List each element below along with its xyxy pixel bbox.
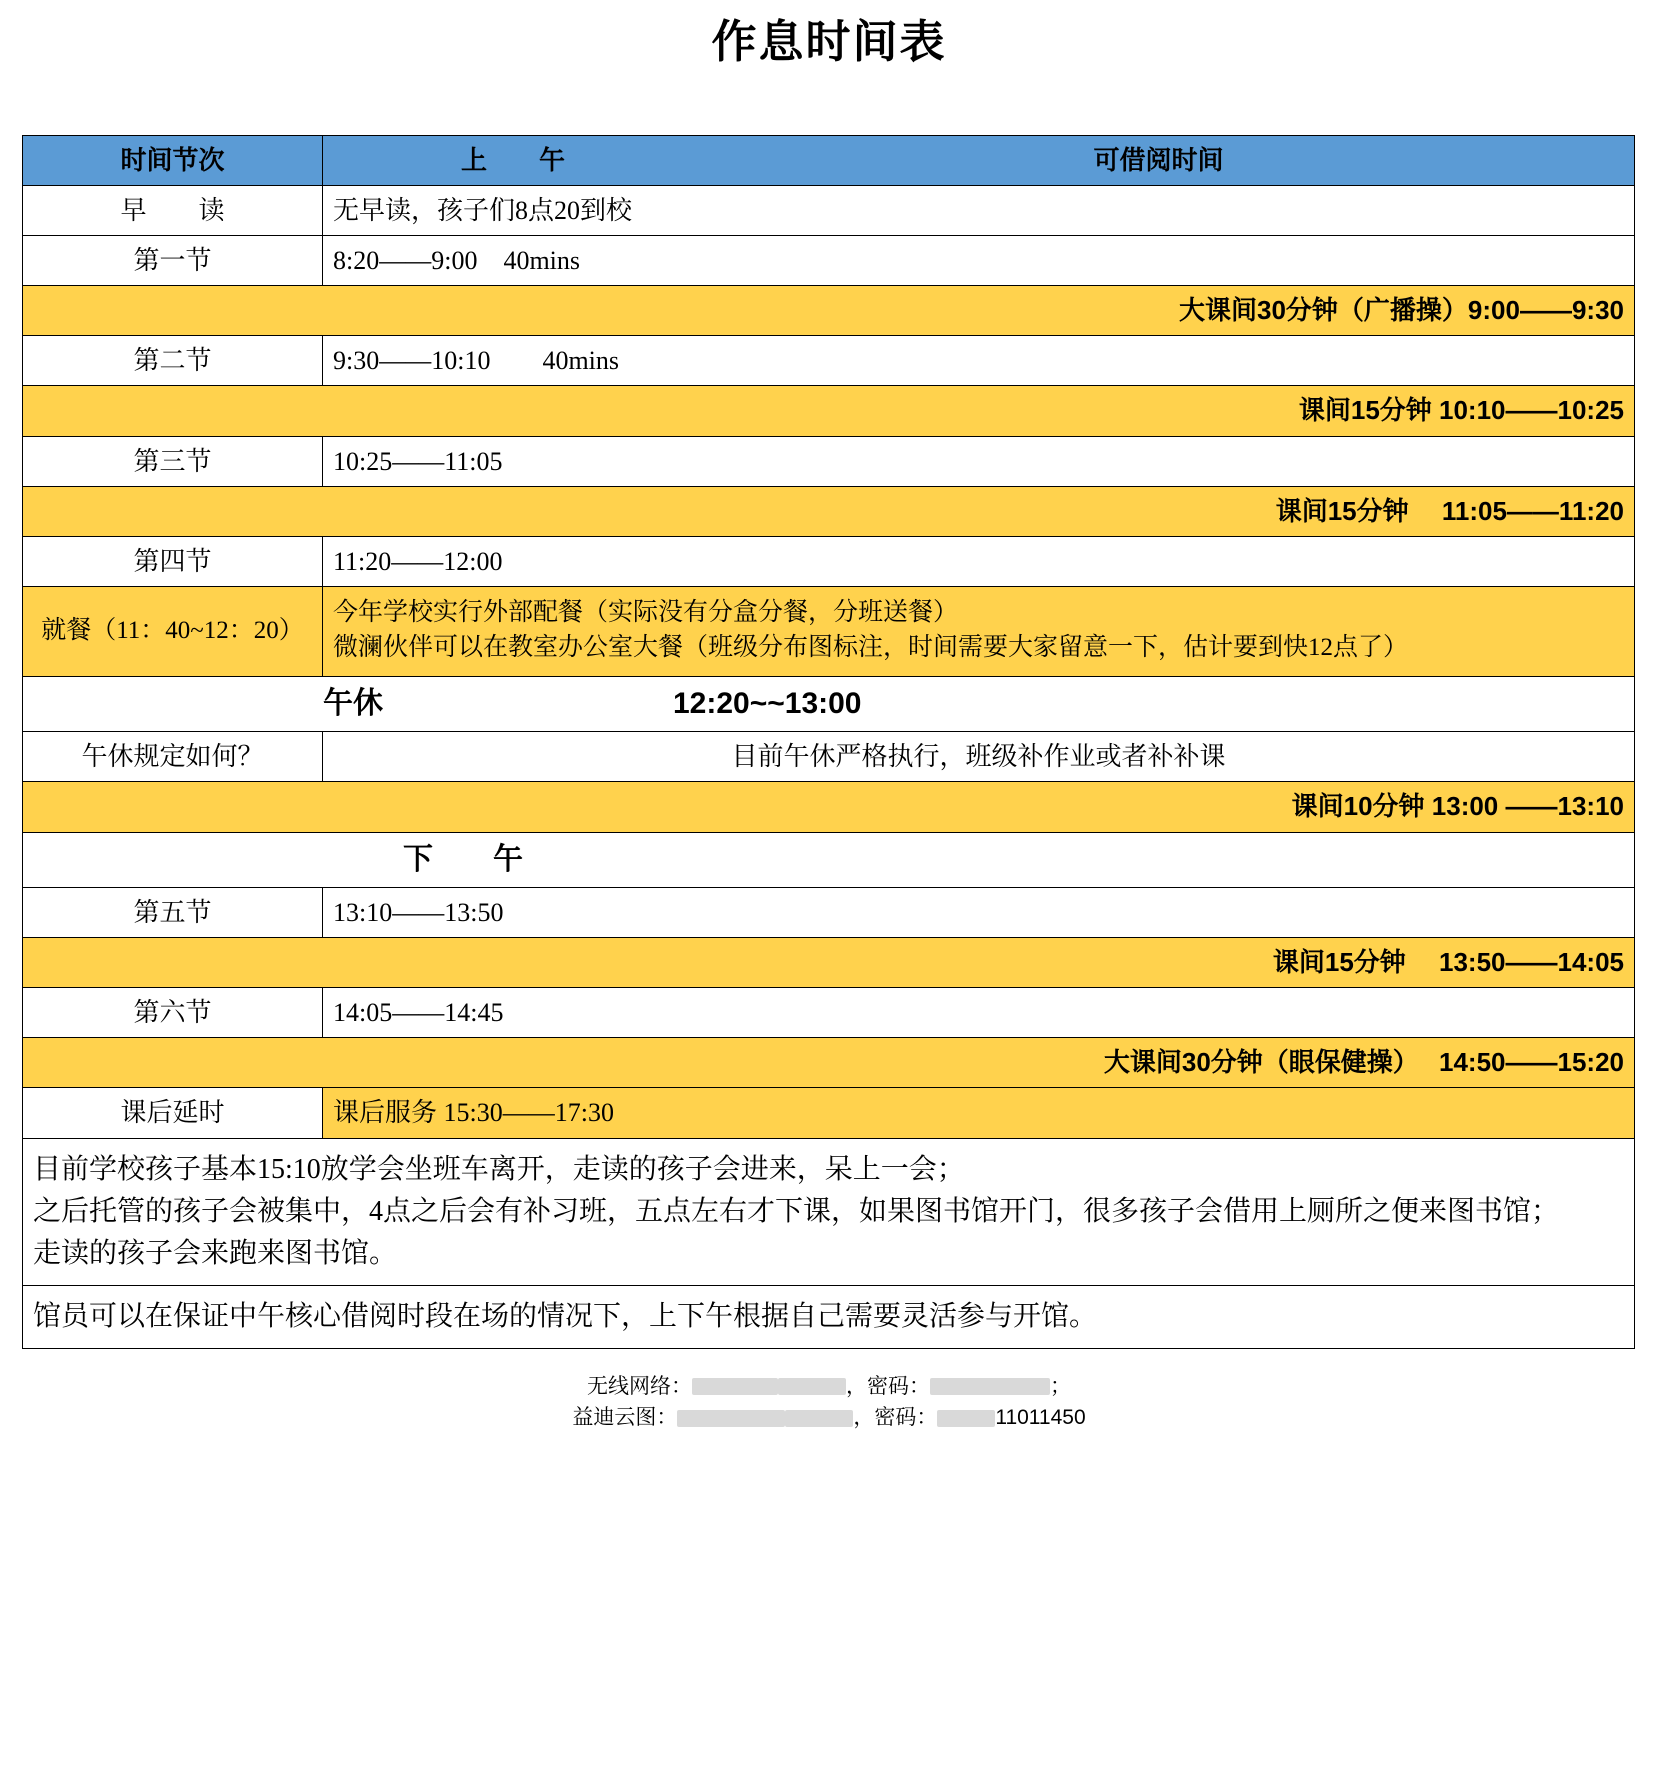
cell-content: 8:20——9:00 40mins [333, 246, 581, 276]
row-content-period-3 [323, 436, 1635, 486]
row-content-after-class [323, 1088, 1635, 1138]
row-label-lunch [23, 586, 323, 676]
lunch-note-line-1: 今年学校实行外部配餐（实际没有分盒分餐，分班送餐） [333, 598, 959, 626]
row-content-period-5 [323, 888, 1635, 938]
row-content-period-6 [323, 988, 1635, 1038]
row-content-period-4 [323, 536, 1635, 586]
schedule-table [22, 135, 1635, 1349]
header-cell-period [23, 136, 323, 186]
row-label-period-6 [23, 988, 323, 1038]
cell-label: 第四节 [133, 546, 212, 576]
cell-label: 第一节 [133, 246, 212, 276]
footer-line-wifi [22, 1371, 1636, 1403]
cloud-password-value: 11011450 [995, 1406, 1086, 1429]
table-row-break [23, 386, 1635, 436]
cell-content: 课间10分钟 13:00 ——13:10 [1291, 791, 1624, 822]
row-label-period-4 [23, 536, 323, 586]
row-label-period-5 [23, 888, 323, 938]
cloud-password-label: ，密码： [853, 1406, 938, 1429]
row-notes-2 [23, 1285, 1635, 1348]
cell-label: 第五节 [133, 898, 212, 928]
table-row [23, 186, 1635, 236]
row-break-2 [23, 486, 1635, 536]
cell-label: 早 读 [120, 196, 225, 226]
wifi-line-suffix: ； [1050, 1374, 1071, 1398]
row-break-eye-exercise [23, 1038, 1635, 1088]
row-content-noon-rule [323, 732, 1635, 782]
cell-content: 11:20——12:00 [333, 546, 503, 576]
cloud-label: 益迪云图： [572, 1406, 678, 1429]
table-row-break [23, 1038, 1635, 1088]
wifi-ssid-redacted-2 [778, 1378, 846, 1395]
wifi-password-redacted [930, 1378, 1050, 1395]
row-notes [23, 1138, 1635, 1285]
table-row [23, 888, 1635, 938]
cloud-account-redacted-2 [785, 1410, 853, 1427]
noon-rest-time: 12:20~~13:00 [673, 686, 862, 720]
row-label-period-3 [23, 436, 323, 486]
note-line-2: 之后托管的孩子会被集中，4点之后会有补习班，五点左右才下课，如果图书馆开门，很多孩子会借用上厕所之便来图书馆； [33, 1195, 1560, 1227]
row-label-period-2 [23, 336, 323, 386]
table-row-notes-2 [23, 1285, 1635, 1348]
cell-content: 课间15分钟 10:10——10:25 [1298, 395, 1624, 426]
note-line-4: 馆员可以在保证中午核心借阅时段在场的情况下，上下午根据自己需要灵活参与开馆。 [33, 1300, 1098, 1332]
table-row [23, 236, 1635, 286]
table-row-notes [23, 1138, 1635, 1285]
afternoon-title-label: 下 午 [403, 842, 523, 876]
cell-content: 课后服务 15:30——17:30 [333, 1098, 614, 1128]
header-label-morning: 上 午 [460, 145, 565, 175]
row-break-3 [23, 938, 1635, 988]
cell-content: 大课间30分钟（眼保健操） 14:50——15:20 [1103, 1047, 1624, 1078]
cell-content: 课间15分钟 13:50——14:05 [1272, 947, 1624, 978]
wifi-label: 无线网络： [587, 1374, 692, 1398]
row-break-morning-exercise [23, 286, 1635, 336]
cell-content: 目前午休严格执行，班级补作业或者补补课 [731, 742, 1226, 772]
row-content-period-1 [323, 236, 1635, 286]
table-row-noon-rule [23, 732, 1635, 782]
row-break-1 [23, 386, 1635, 436]
cell-label: 第三节 [133, 446, 212, 476]
note-line-3: 走读的孩子会来跑来图书馆。 [33, 1237, 398, 1269]
table-row-lunch [23, 586, 1635, 676]
noon-rest-label: 午休 [323, 686, 383, 720]
row-content-morning-reading [323, 186, 1635, 236]
table-row [23, 988, 1635, 1038]
table-row [23, 436, 1635, 486]
row-label-morning-reading [23, 186, 323, 236]
table-row-break [23, 782, 1635, 832]
header-label-period: 时间节次 [120, 145, 225, 175]
row-label-period-1 [23, 236, 323, 286]
wifi-ssid-redacted [692, 1378, 778, 1395]
table-row-noon-rest [23, 676, 1635, 732]
cell-label: 午休规定如何？ [81, 742, 264, 772]
document-page [0, 10, 1658, 1434]
cell-content: 10:25——11:05 [333, 446, 503, 476]
table-row [23, 536, 1635, 586]
cloud-account-redacted [677, 1410, 785, 1427]
table-row-afternoon-title [23, 832, 1635, 888]
table-header-row [23, 136, 1635, 186]
cell-content: 课间15分钟 11:05——11:20 [1275, 495, 1624, 526]
row-content-period-2 [323, 336, 1635, 386]
cloud-password-redacted [937, 1410, 995, 1427]
row-label-after-class [23, 1088, 323, 1138]
header-cell-morning [323, 136, 1635, 186]
cell-content: 无早读，孩子们8点20到校 [333, 196, 633, 226]
table-row-break [23, 286, 1635, 336]
note-line-1: 目前学校孩子基本15:10放学会坐班车离开，走读的孩子会进来，呆上一会； [33, 1153, 965, 1185]
cell-label: 课后延时 [120, 1098, 225, 1128]
wifi-password-label: ，密码： [846, 1374, 930, 1398]
row-content-lunch [323, 586, 1635, 676]
cell-label: 第二节 [133, 346, 212, 376]
table-row-after-class [23, 1088, 1635, 1138]
cell-content: 9:30——10:10 40mins [333, 346, 620, 376]
cell-label: 第六节 [133, 998, 212, 1028]
row-afternoon-title [23, 832, 1635, 888]
footer-line-cloud [22, 1402, 1636, 1434]
row-break-noon [23, 782, 1635, 832]
row-noon-rest [23, 676, 1635, 732]
footer-credentials [22, 1371, 1636, 1434]
lunch-note-line-2: 微澜伙伴可以在教室办公室大餐（班级分布图标注，时间需要大家留意一下，估计要到快12点了） [333, 634, 1409, 662]
cell-content: 14:05——14:45 [333, 998, 504, 1028]
table-row-break [23, 938, 1635, 988]
table-row-break [23, 486, 1635, 536]
page-title: 作息时间表 [711, 16, 947, 67]
row-label-noon-rule [23, 732, 323, 782]
table-row [23, 336, 1635, 386]
cell-content: 13:10——13:50 [333, 898, 504, 928]
cell-label: 就餐（11：40~12：20） [41, 616, 304, 644]
header-label-borrow-time: 可借阅时间 [1093, 145, 1224, 175]
cell-content: 大课间30分钟（广播操）9:00——9:30 [1179, 295, 1624, 326]
